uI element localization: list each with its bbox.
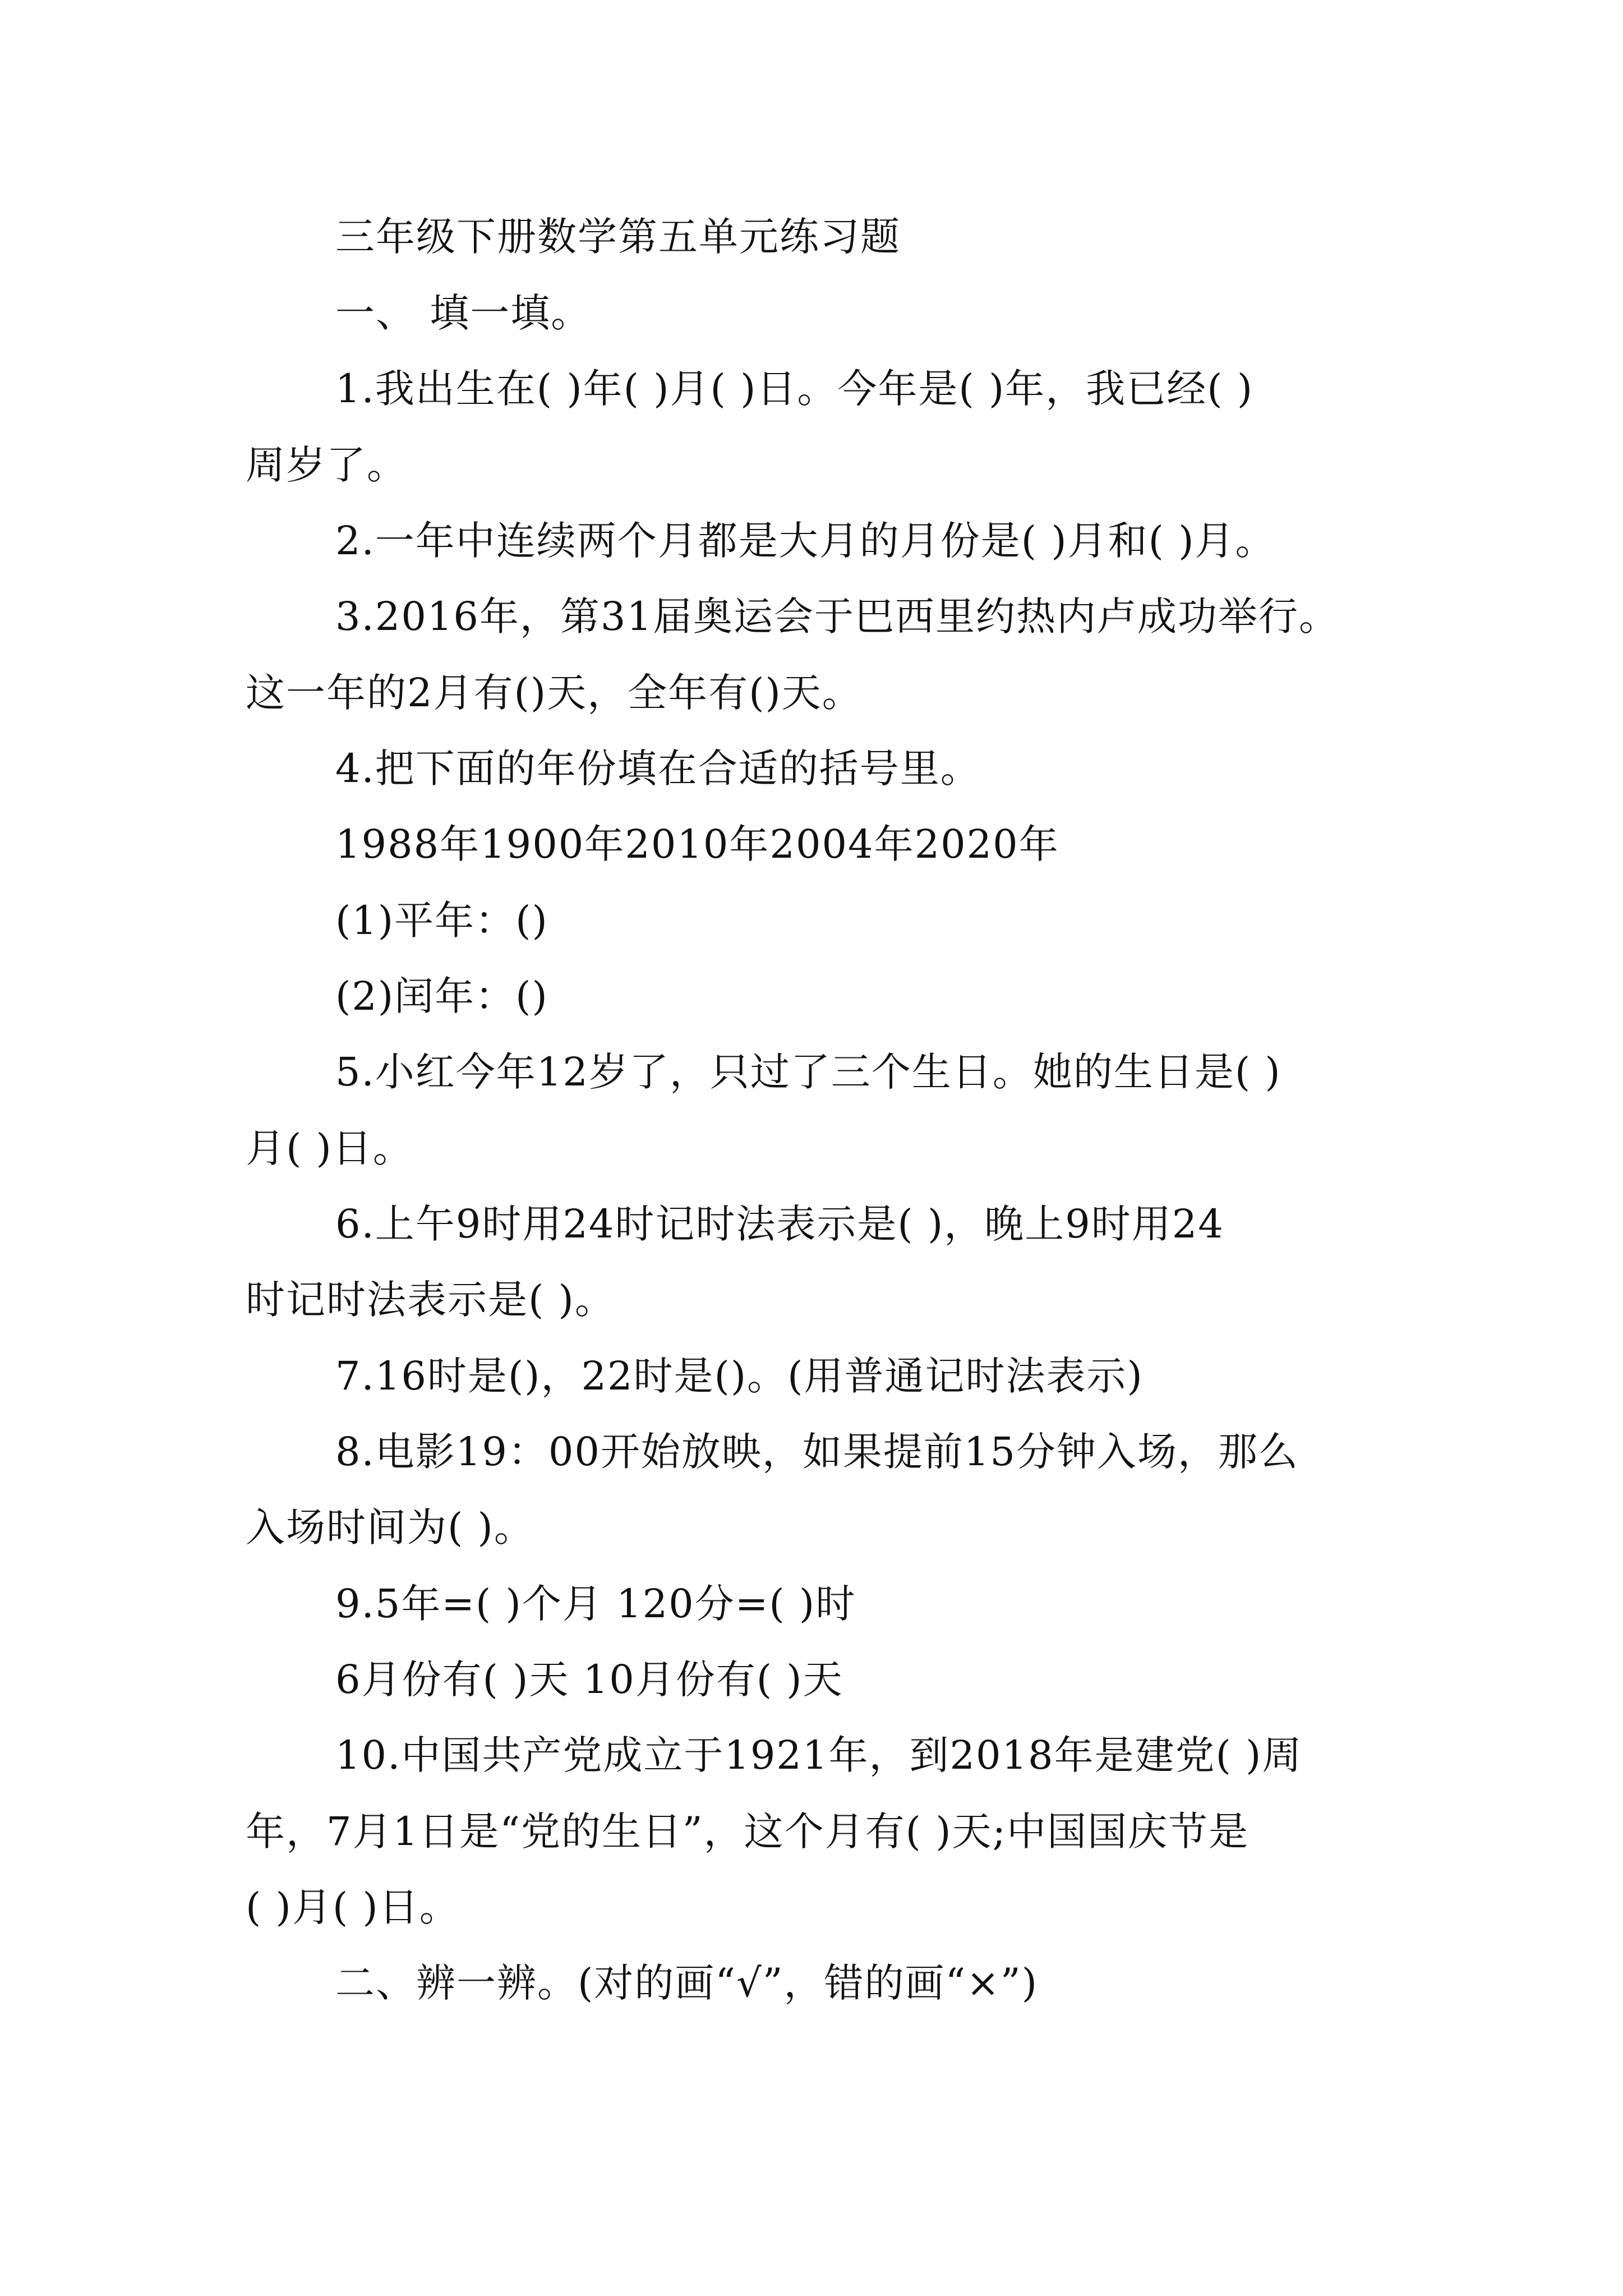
question-6-line-2: 时记时法表示是( )。 — [246, 1277, 615, 1323]
question-7: 7.16时是()，22时是()。(用普通记时法表示) — [335, 1353, 1144, 1399]
question-1-line-2: 周岁了。 — [246, 442, 407, 488]
question-4: 4.把下面的年份填在合适的括号里。 — [335, 746, 981, 792]
question-9-line-2: 6月份有( )天 10月份有( )天 — [335, 1657, 843, 1703]
question-5-line-2: 月( )日。 — [246, 1125, 413, 1171]
question-4-common-year: (1)平年：() — [335, 898, 548, 944]
question-10-line-1: 10.中国共产党成立于1921年，到2018年是建党( )周 — [335, 1732, 1303, 1778]
question-1-line-1: 1.我出生在( )年( )月( )日。今年是( )年，我已经( ) — [335, 366, 1254, 412]
document-title: 三年级下册数学第五单元练习题 — [335, 214, 901, 260]
section-heading-fill-in: 一、 填一填。 — [335, 290, 592, 336]
question-3-line-1: 3.2016年，第31届奥运会于巴西里约热内卢成功举行。 — [335, 593, 1340, 639]
question-2: 2.一年中连续两个月都是大月的月份是( )月和( )月。 — [335, 518, 1276, 564]
section-heading-true-false: 二、辨一辨。(对的画“√”，错的画“×”) — [335, 1960, 1039, 2006]
question-8-line-1: 8.电影19：00开始放映，如果提前15分钟入场，那么 — [335, 1429, 1299, 1475]
question-10-line-3: ( )月( )日。 — [246, 1884, 460, 1930]
question-3-line-2: 这一年的2月有()天，全年有()天。 — [246, 670, 863, 716]
question-4-years: 1988年1900年2010年2004年2020年 — [335, 821, 1059, 867]
question-5-line-1: 5.小红今年12岁了，只过了三个生日。她的生日是( ) — [335, 1049, 1281, 1095]
question-8-line-2: 入场时间为( )。 — [246, 1504, 534, 1550]
question-9-line-1: 9.5年=( )个月 120分=( )时 — [335, 1581, 856, 1627]
question-6-line-1: 6.上午9时用24时记时法表示是( )，晚上9时用24 — [335, 1201, 1224, 1247]
question-4-leap-year: (2)闰年：() — [335, 973, 548, 1019]
question-10-line-2: 年，7月1日是“党的生日”，这个月有( )天;中国国庆节是 — [246, 1809, 1249, 1855]
